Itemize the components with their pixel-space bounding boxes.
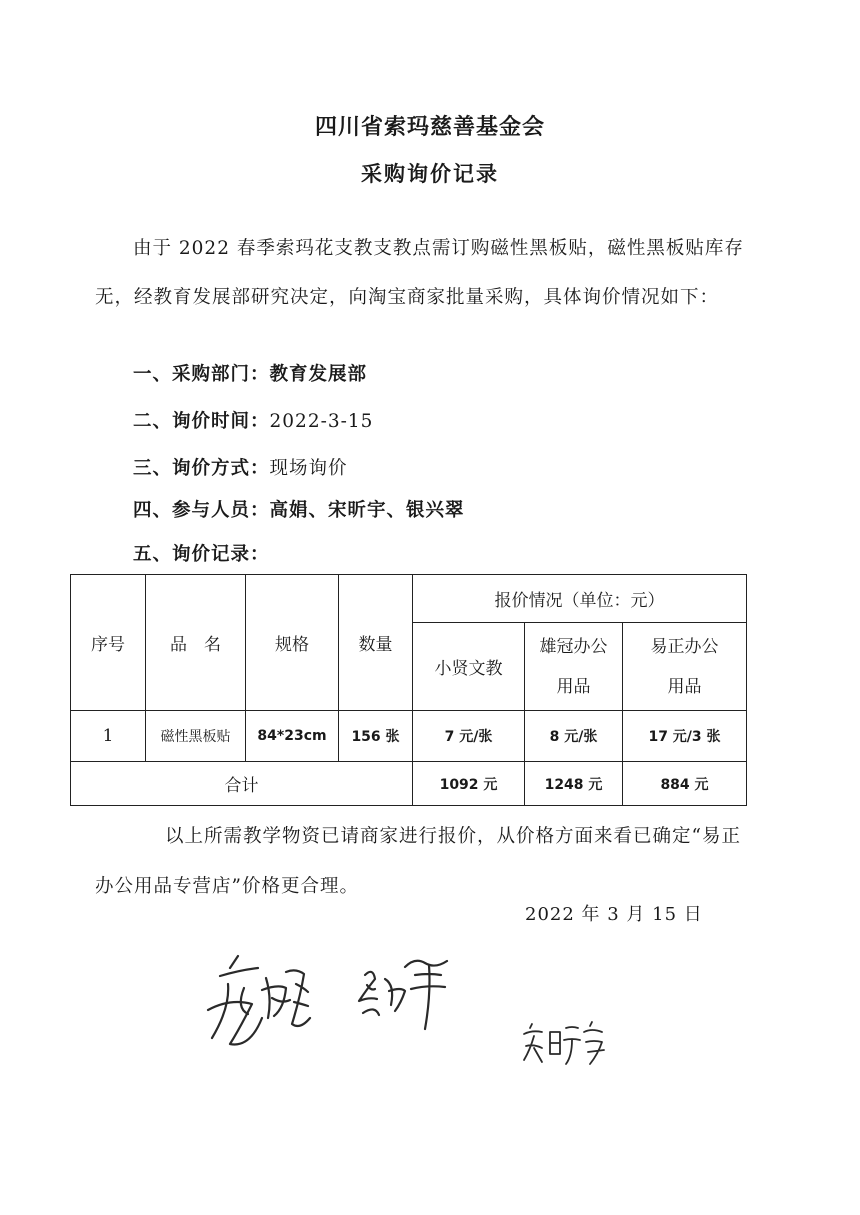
header-qty: 数量 <box>339 575 413 711</box>
item-value: 教育发展部 <box>269 364 368 385</box>
document-date: 2022 年 3 月 15 日 <box>525 904 703 925</box>
header-index: 序号 <box>71 575 146 711</box>
header-vendor-2: 雄冠办公用品 <box>525 623 623 711</box>
header-vendor-3: 易正办公用品 <box>623 623 747 711</box>
signature-yin-xingcui <box>345 945 465 1035</box>
cell-spec: 84*23cm <box>246 711 339 762</box>
conclusion-paragraph: 以上所需教学物资已请商家进行报价，从价格方面来看已确定“易正办公用品专营店”价格更合理。 <box>95 826 741 897</box>
header-spec: 规格 <box>246 575 339 711</box>
total-vendor-2: 1248 元 <box>525 762 623 806</box>
header-name: 品 名 <box>146 575 246 711</box>
table-row <box>71 711 747 762</box>
quotation-table <box>70 574 747 806</box>
cell-vendor-1-price: 7 元/张 <box>413 711 525 762</box>
document-title: 采购询价记录 <box>361 161 499 186</box>
header-quote-group: 报价情况（单位：元） <box>413 575 747 623</box>
total-label: 合计 <box>71 762 413 806</box>
item-value: 高娟、宋昕宇、银兴翠 <box>269 500 465 521</box>
item-inquiry-record <box>133 540 270 566</box>
item-label: 一、采购部门： <box>133 364 270 385</box>
cell-vendor-2-price: 8 元/张 <box>525 711 623 762</box>
item-inquiry-time <box>133 407 373 433</box>
organization-title: 四川省索玛慈善基金会 <box>314 114 545 140</box>
total-vendor-3: 884 元 <box>623 762 747 806</box>
cell-qty: 156 张 <box>339 711 413 762</box>
item-value: 2022-3-15 <box>269 411 374 432</box>
item-participants <box>133 496 465 522</box>
item-label: 五、询价记录： <box>133 544 270 565</box>
cell-vendor-3-price: 17 元/3 张 <box>623 711 747 762</box>
item-value: 现场询价 <box>269 458 348 479</box>
cell-name: 磁性黑板贴 <box>146 711 246 762</box>
item-label: 三、询价方式： <box>133 458 270 479</box>
signature-gao-juan <box>200 948 320 1058</box>
item-inquiry-method <box>133 454 348 480</box>
item-label: 四、参与人员： <box>133 500 270 521</box>
cell-index: 1 <box>71 711 146 762</box>
intro-paragraph: 由于 2022 春季索玛花支教支教点需订购磁性黑板贴，磁性黑板贴库存无，经教育发展部研究决定，向淘宝商家批量采购，具体询价情况如下： <box>95 238 744 308</box>
item-purchase-dept <box>133 360 367 386</box>
table-total-row <box>71 762 747 806</box>
header-vendor-1: 小贤文教 <box>413 623 525 711</box>
total-vendor-1: 1092 元 <box>413 762 525 806</box>
item-label: 二、询价时间： <box>133 411 270 432</box>
table-header-row <box>71 575 747 623</box>
signature-song-xinyu <box>520 1018 610 1073</box>
